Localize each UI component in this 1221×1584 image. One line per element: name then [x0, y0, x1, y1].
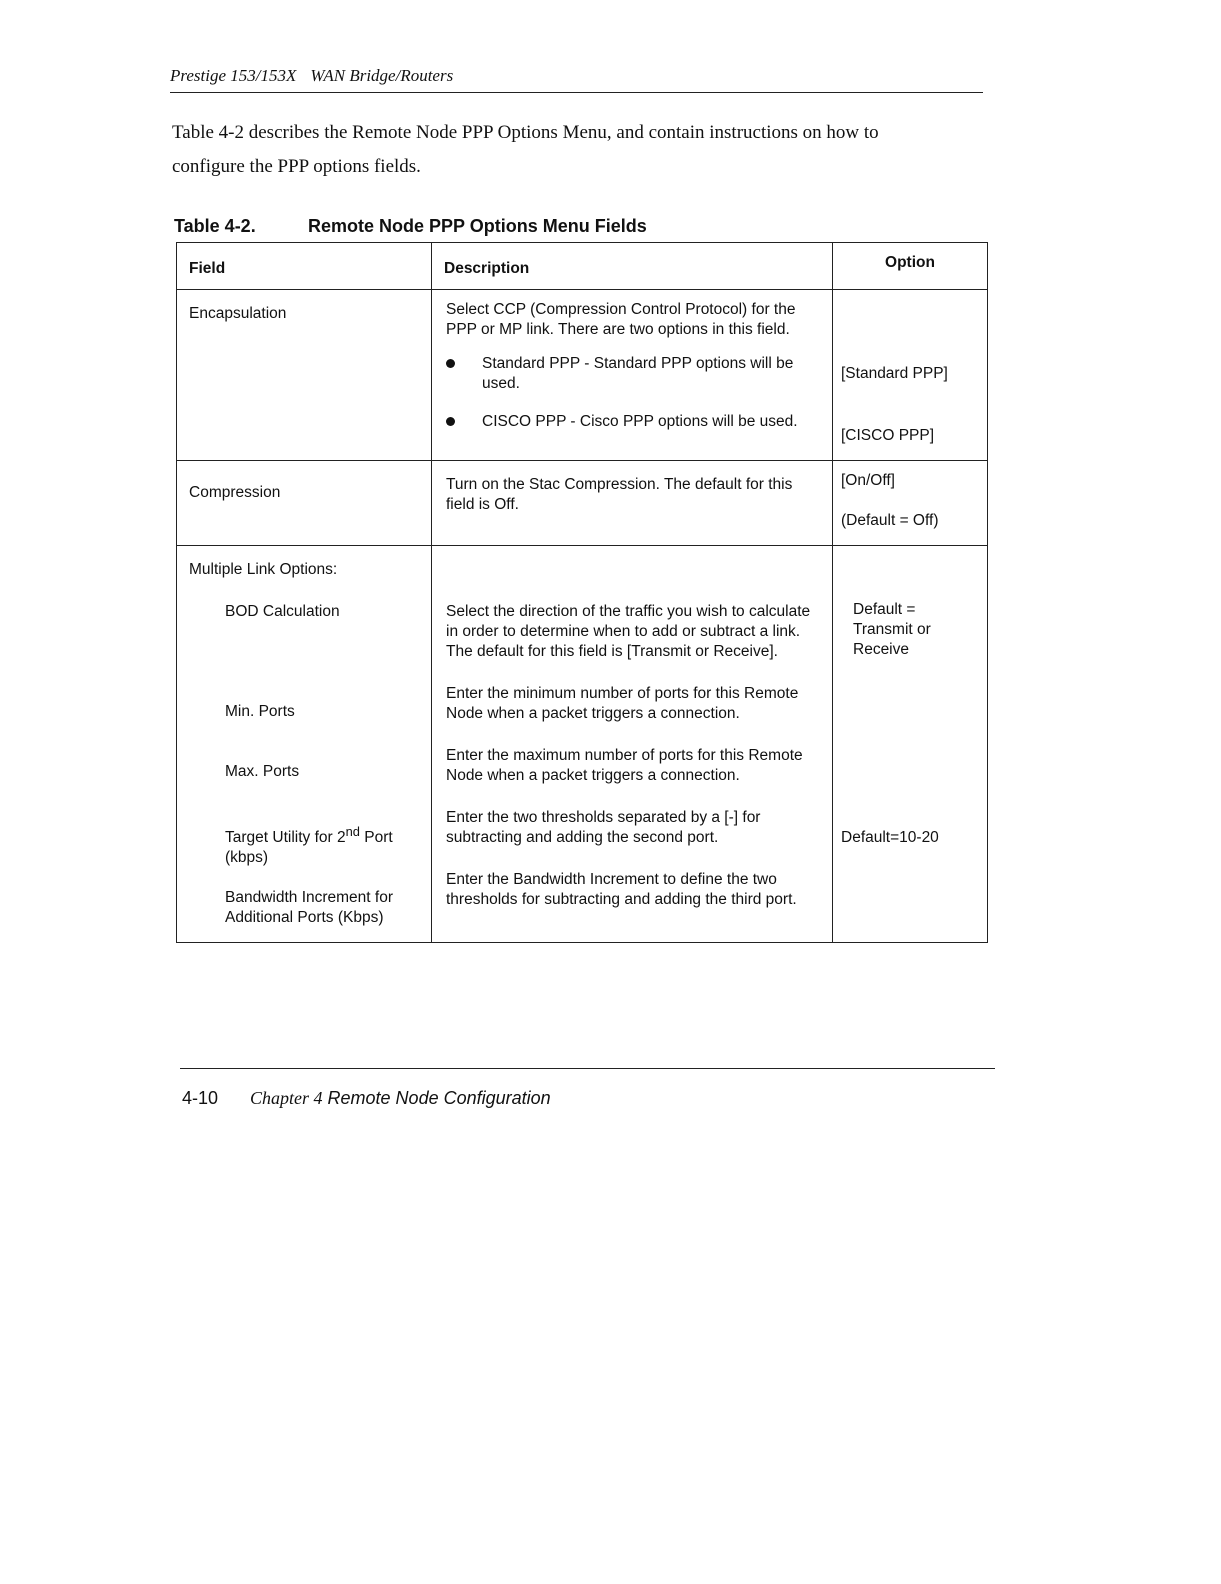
description-encapsulation: [432, 290, 833, 461]
description-min-ports: Enter the minimum number of ports for this Remote Node when a packet triggers a connection.: [446, 685, 799, 722]
ppp-options-table: [176, 242, 988, 943]
field-encapsulation: Encapsulation: [177, 290, 432, 461]
option-standard-ppp: [Standard PPP]: [841, 365, 948, 382]
table-row-encapsulation: [177, 290, 988, 461]
option-encapsulation: [833, 290, 988, 461]
header-description: Description: [432, 243, 833, 290]
option-cisco-ppp: [CISCO PPP]: [841, 427, 935, 444]
description-compression: Turn on the Stac Compression. The default for this field is Off.: [432, 461, 833, 546]
table-row-compression: [177, 461, 988, 546]
bullet-cisco-ppp-text: CISCO PPP - Cisco PPP options will be used.: [482, 413, 798, 430]
header-option: Option: [833, 243, 988, 290]
field-min-ports: Min. Ports: [225, 703, 295, 720]
encapsulation-intro: Select CCP (Compression Control Protocol) for the PPP or MP link. There are two options in this field.: [446, 301, 796, 338]
description-bod: Select the direction of the traffic you wish to calculate in order to determine when to add or subtract a link. The default for this field is [Transmit or Receive].: [446, 603, 811, 660]
field-max-ports: Max. Ports: [225, 763, 300, 780]
table-caption: [174, 216, 647, 237]
field-multilink: [177, 546, 432, 943]
header-subtitle: WAN Bridge/Routers: [310, 66, 454, 85]
field-target-post: Port (kbps): [225, 829, 393, 867]
footer-title: Remote Node Configuration: [327, 1088, 551, 1108]
option-on-off: [On/Off]: [841, 472, 895, 489]
bullet-dot-icon: [446, 359, 455, 368]
option-default-off: (Default = Off): [841, 512, 939, 529]
field-target-sup: nd: [345, 824, 360, 839]
field-target-utility: [189, 822, 419, 868]
field-multilink-title: Multiple Link Options:: [189, 561, 338, 578]
bullet-dot-icon: [446, 417, 455, 426]
description-target-utility: Enter the two thresholds separated by a [-] for subtracting and adding the second port.: [446, 809, 761, 846]
bullet-standard-ppp: [446, 354, 818, 394]
option-compression: [833, 461, 988, 546]
description-bandwidth: Enter the Bandwidth Increment to define the two thresholds for subtracting and adding the third port.: [446, 871, 797, 908]
header-product: Prestige 153/153X: [170, 66, 297, 85]
table-header-row: [177, 243, 988, 290]
option-multilink: [833, 546, 988, 943]
footer-chapter: Chapter 4: [250, 1088, 323, 1108]
field-bandwidth: Bandwidth Increment for Additional Ports (Kbps): [225, 889, 394, 927]
table-title: Remote Node PPP Options Menu Fields: [308, 216, 647, 236]
option-bod-default: Default = Transmit or Receive: [853, 601, 931, 658]
bullet-standard-ppp-text: Standard PPP - Standard PPP options will be used.: [482, 355, 794, 392]
option-target-default: Default=10-20: [841, 829, 939, 846]
page-footer: [182, 1088, 551, 1109]
table-number: Table 4-2.: [174, 216, 256, 236]
footer-rule: [180, 1068, 995, 1069]
table-row-multilink: [177, 546, 988, 943]
field-target-pre: Target Utility for 2: [225, 829, 346, 847]
bullet-cisco-ppp: [446, 412, 818, 432]
intro-paragraph: Table 4-2 describes the Remote Node PPP Options Menu, and contain instructions on how to configure the PPP options fields.: [172, 122, 879, 177]
description-max-ports: Enter the maximum number of ports for this Remote Node when a packet triggers a connection.: [446, 747, 803, 784]
running-header: [170, 66, 983, 93]
field-bod: BOD Calculation: [225, 603, 340, 620]
description-multilink: [432, 546, 833, 943]
field-compression: Compression: [177, 461, 432, 546]
header-field: Field: [177, 243, 432, 290]
page-number: 4-10: [182, 1088, 219, 1108]
